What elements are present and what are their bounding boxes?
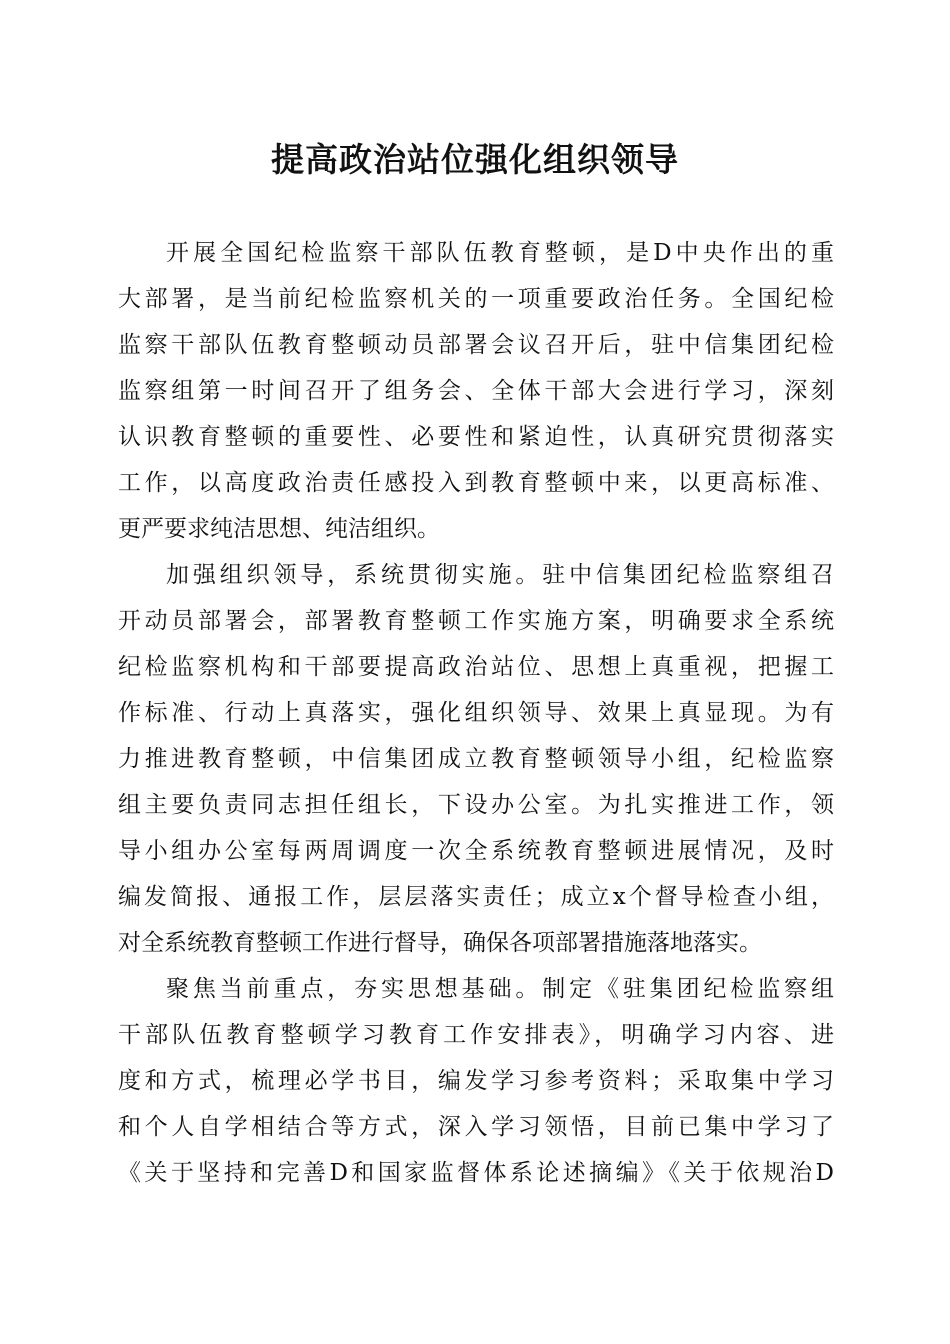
- text-line: 认识教育整顿的重要性、必要性和紧迫性，认真研究贯彻落实: [118, 424, 834, 450]
- text-line: 加强组织领导，系统贯彻实施。驻中信集团纪检监察组召: [166, 562, 834, 588]
- text-line: 开动员部署会，部署教育整顿工作实施方案，明确要求全系统: [118, 608, 834, 634]
- text-line: 监察组第一时间召开了组务会、全体干部大会进行学习，深刻: [118, 378, 834, 404]
- text-line: 导小组办公室每两周调度一次全系统教育整顿进展情况，及时: [118, 838, 834, 864]
- text-line: 《关于坚持和完善D和国家监督体系论述摘编》《关于依规治D: [118, 1160, 834, 1186]
- text-line: 作标准、行动上真落实，强化组织领导、效果上真显现。为有: [118, 700, 834, 726]
- paragraph-1: [118, 230, 834, 552]
- text-line: 干部队伍教育整顿学习教育工作安排表》，明确学习内容、进: [118, 1022, 834, 1048]
- text-line: 纪检监察机构和干部要提高政治站位、思想上真重视，把握工: [118, 654, 834, 680]
- text-line: 聚焦当前重点，夯实思想基础。制定《驻集团纪检监察组: [166, 976, 834, 1002]
- text-line: 组主要负责同志担任组长，下设办公室。为扎实推进工作，领: [118, 792, 834, 818]
- text-line: 力推进教育整顿，中信集团成立教育整顿领导小组，纪检监察: [118, 746, 834, 772]
- text-line: 监察干部队伍教育整顿动员部署会议召开后，驻中信集团纪检: [118, 332, 834, 358]
- text-line: 开展全国纪检监察干部队伍教育整顿，是D中央作出的重: [166, 240, 834, 266]
- text-line: 大部署，是当前纪检监察机关的一项重要政治任务。全国纪检: [118, 286, 834, 312]
- text-line: 工作，以高度政治责任感投入到教育整顿中来，以更高标准、: [118, 470, 834, 496]
- text-line: 和个人自学相结合等方式，深入学习领悟，目前已集中学习了: [118, 1114, 834, 1140]
- text-line: 更严要求纯洁思想、纯洁组织。: [118, 516, 440, 542]
- paragraph-2: [118, 552, 834, 966]
- text-line: 对全系统教育整顿工作进行督导，确保各项部署措施落地落实。: [118, 930, 762, 956]
- document-title: 提高政治站位强化组织领导: [271, 140, 679, 179]
- paragraph-3: [118, 966, 834, 1196]
- text-line: 度和方式，梳理必学书目，编发学习参考资料；采取集中学习: [118, 1068, 834, 1094]
- text-line: 编发简报、通报工作，层层落实责任；成立x个督导检查小组，: [118, 884, 834, 910]
- document-body: [118, 230, 834, 1196]
